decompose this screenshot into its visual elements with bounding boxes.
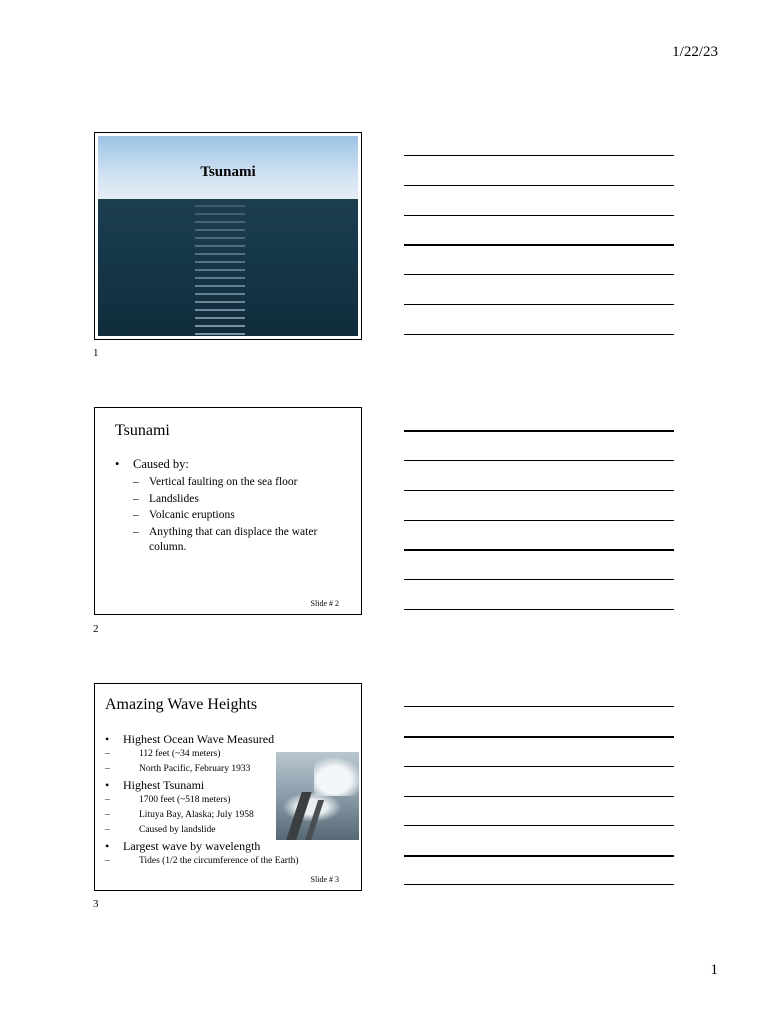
note-line xyxy=(404,884,674,885)
sub-bullet-item: – Caused by landslide xyxy=(123,823,355,838)
wave-crest xyxy=(314,756,359,796)
sub-bullet-item: – Tides (1/2 the circumference of the Earth) xyxy=(123,854,355,869)
slide-number: 3 xyxy=(93,898,99,910)
slide-title: Tsunami xyxy=(115,422,170,439)
bullet-text: Highest Tsunami xyxy=(123,778,205,792)
slide-title: Tsunami xyxy=(200,164,256,180)
sub-bullet-item: – Landslides xyxy=(133,492,355,508)
note-line xyxy=(404,304,674,305)
slide-title: Amazing Wave Heights xyxy=(105,696,258,713)
note-line xyxy=(404,825,674,826)
note-line xyxy=(404,706,674,707)
sub-bullet-list xyxy=(123,854,355,869)
note-line xyxy=(404,855,674,857)
slide-number: 2 xyxy=(93,623,99,635)
bullet-text: Largest wave by wavelength xyxy=(123,839,261,853)
note-line xyxy=(404,215,674,216)
wave-photo xyxy=(276,752,359,840)
note-line xyxy=(404,334,674,335)
note-line xyxy=(404,796,674,797)
sub-bullet-list xyxy=(133,475,355,556)
note-line xyxy=(404,155,674,156)
sub-bullet-item: – Vertical faulting on the sea floor xyxy=(133,475,355,491)
sub-bullet-item: – Anything that can displace the water column. xyxy=(133,525,355,556)
slide-1 xyxy=(94,132,362,340)
page-number: 1 xyxy=(710,962,718,978)
note-line xyxy=(404,490,674,491)
note-line xyxy=(404,579,674,580)
note-line xyxy=(404,520,674,521)
note-line xyxy=(404,274,674,275)
sub-bullet-item: – Volcanic eruptions xyxy=(133,508,355,524)
sub-bullet-item: – North Pacific, February 1933 xyxy=(123,762,355,777)
note-line xyxy=(404,185,674,186)
note-line xyxy=(404,766,674,767)
bullet-list xyxy=(115,456,355,557)
slide-number: 1 xyxy=(93,347,99,359)
slide-2 xyxy=(94,407,362,615)
slide-3 xyxy=(94,683,362,891)
bullet-item xyxy=(115,456,355,556)
note-line xyxy=(404,244,674,246)
sun-glint xyxy=(195,199,245,336)
note-line xyxy=(404,549,674,551)
note-line xyxy=(404,736,674,738)
sub-bullet-item: – Lituya Bay, Alaska; July 1958 xyxy=(123,808,355,823)
sub-bullet-item: – 1700 feet (~518 meters) xyxy=(123,793,355,808)
sub-bullet-item: – 112 feet (~34 meters) xyxy=(123,747,355,762)
bullet-text: Highest Ocean Wave Measured xyxy=(123,732,275,746)
note-line xyxy=(404,609,674,610)
note-line xyxy=(404,430,674,432)
bullet-text: Caused by: xyxy=(133,457,189,471)
slide-footer: Slide # 3 xyxy=(310,875,339,884)
slide-footer: Slide # 2 xyxy=(310,599,339,608)
header-date: 1/22/23 xyxy=(672,44,718,60)
note-line xyxy=(404,460,674,461)
bullet-item xyxy=(105,838,355,869)
